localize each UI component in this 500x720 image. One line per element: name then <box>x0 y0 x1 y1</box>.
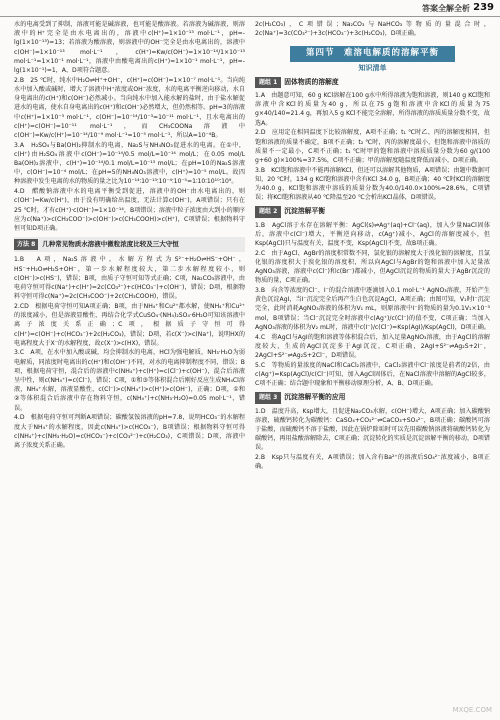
paragraph: 1.A 由题意可知，60 g KCl溶解在100 g水中所得溶液为饱和溶液，则140 g KCl饱和溶液中含KCl的质量为40 g，所以在75 g饱和溶液中含KCl的质量为75 g×40/140≈21.4 g，再加入5 g KCl不能完全溶解，所得溶液的溶质质量分数不变，故选A。 <box>255 92 490 127</box>
paragraph: 1.D 温度升高，Ksp增大，且促进Na₂CO₃水解，c(OH⁻)增大，A项正确；加入碳酸钠溶液，硫酸钙转化为碳酸钙：CaSO₄+CO₃²⁻⇌CaCO₃+SO₄²⁻，B项正确；碳酸钙可溶于盐酸，而硫酸钙不溶于盐酸，因此在锅炉除垢时可以先用碳酸钠溶液将硫酸钙转化为碳酸钙，再用盐酸溶解除去，C项正确；沉淀转化的实质是沉淀溶解平衡的移动，D项错误。 <box>255 407 490 452</box>
topic-heading-1 <box>255 77 490 88</box>
paragraph: 水的电离受到了抑制，溶液可能是碱溶液，也可能是酸溶液。若溶液为碱溶液，则溶液中的H⁺完全是由水电离出的，溶液中c(H⁺)=1×10⁻¹³ mol·L⁻¹，pH=-lg(1×10⁻¹³)=13；若溶液为酸溶液，则溶液中的OH⁻完全是由水电离出的，溶液中c(OH⁻)=1×10⁻¹³ mol·L⁻¹，c(H⁺)=Kw/c(OH⁻)=1×10⁻¹⁴/1×10⁻¹³ mol·L⁻¹=1×10⁻¹ mol·L⁻¹，溶液中由酸电离出的c(H⁺)≈1×10⁻¹ mol·L⁻¹，pH=-lg(1×10⁻¹)=1，A、D项符合题意。 <box>14 21 245 75</box>
paragraph: 2.C 由于AgCl、AgBr的溶度积常数不同，氯化银的溶解度大于溴化银的溶解度，且氯化银的溶度积大于溴化银的溶度积，所以向AgCl与AgBr的饱和溶液中加入足量浓AgNO₃溶液，溶液中c(Cl⁻)和c(Br⁻)都减小，但AgCl沉淀的物质的量大于AgBr沉淀的物质的量，C项正确。 <box>255 249 490 285</box>
topic-tag: 题组 2 <box>255 206 281 217</box>
method-tag: 方法 8 <box>14 239 38 250</box>
paragraph: 4.C 将AgCl与AgI的饱和溶液等体积混合后，加入足量AgNO₃溶液，由于AgCl的溶解度较大，生成的AgCl沉淀多于AgI沉淀，C项正确，2AgI+S²⁻⇌Ag₂S+2I⁻，2AgCl+S²⁻⇌Ag₂S+2Cl⁻，D项错误。 <box>255 333 490 359</box>
topic-title: 沉淀溶解平衡 <box>284 207 326 216</box>
paragraph: 3.B KCl饱和溶液中不能再溶解KCl，但还可以溶解其他物质，A项错误；由题中数据可知，20 ℃时，134 g KCl饱和溶液中含有KCl 34.0 g，B项正确；40 ℃时KCl的溶解度为40.0 g，KCl饱和溶液中溶质的质量分数为40.0/140.0×100%≈28.6%，C项错误；将KCl饱和溶液从40 ℃降温至20 ℃会析出KCl晶体，D项错误。 <box>255 166 490 202</box>
header-rule <box>0 16 500 17</box>
watermark: MXQE.COM <box>452 706 492 714</box>
section-title-text: 第四节 难溶电解质的溶解平衡 <box>290 46 455 61</box>
header-title: 答案全解全析 <box>422 4 470 13</box>
paragraph: 2.B 25 ℃时，纯水中H₂O⇌H⁺+OH⁻，c(H⁺)=c(OH⁻)=1×10⁻⁷ mol·L⁻¹。当向纯水中加入酸或碱时，增大了溶液中H⁺浓度或OH⁻浓度，水的电离平衡逆向移动，水自身电离出的c(H⁺)和c(OH⁻)必然减小。当向纯水中加入能水解的盐时，由于盐水解促进水的电离，使水自身电离出的c(H⁺)和c(OH⁻)必然增大，但仍然相等。pH=3的溶液中c(H⁺)=1×10⁻³ mol·L⁻¹，c(OH⁻)=10⁻¹⁴/10⁻³=10⁻¹¹ mol·L⁻¹，且水电离出的c(H⁺)=c(OH⁻)=10⁻¹¹ mol·L⁻¹，而CH₃COONa溶液中c(OH⁻)=Kw/c(H⁺)=10⁻¹⁴/10⁻⁹ mol·L⁻¹=10⁻⁵ mol·L⁻¹，所以A=10⁻⁴B。 <box>14 76 245 139</box>
topic-tag: 题组 1 <box>255 77 281 88</box>
topic-title: 沉淀溶解平衡的应用 <box>284 393 346 402</box>
page-header <box>0 0 500 18</box>
topic-heading-3 <box>255 392 490 403</box>
method-title: 几种常见物质水溶液中微粒浓度比较及三大守恒 <box>42 240 179 249</box>
paragraph: 4.D 醋酸钠溶液中水的电离平衡受到促进，溶液中的OH⁻由水电离出的，则c(OH⁻)=Kw/c(H⁺)，由于没有明确给出温度，无法计算c(OH⁻)，A项错误；只有在25 ℃时，才有c(H⁺)·c(OH⁻)=1×10⁻¹⁴，B项错误；溶液中粒子浓度由大到小的顺序应为c(Na⁺)>c(CH₃COO⁻)>c(OH⁻)>c(CH₃COOH)>c(H⁺)，C项错误；根据物料守恒可知D项正确。 <box>14 188 245 232</box>
paragraph: 1.B AgCl溶于水存在溶解平衡：AgCl(s)⇌Ag⁺(aq)+Cl⁻(aq)，加入少量NaCl固体后，溶液中c(Cl⁻)增大，平衡逆向移动，c(Ag⁺)减小，AgCl的溶解度减小，但Ksp(AgCl)只与温度有关，温度不变，Ksp(AgCl)不变，故B项正确。 <box>255 221 490 248</box>
paragraph: 5.C 等物质的量浓度的NaCl和CaCl₂溶液中，CaCl₂溶液中Cl⁻浓度是前者的2倍，由c(Ag⁺)=Ksp(AgCl)/c(Cl⁻)可知，加入AgCl固体后，在NaCl溶液中溶解的AgCl较多，C项不正确；结合题中现象和平衡移动原理分析，A、B、D项正确。 <box>255 361 490 388</box>
section-title <box>255 46 490 61</box>
right-column <box>255 20 490 472</box>
paragraph: 2.CD 根据电荷守恒可知A项正确；B项，由于NH₄⁺和Cu²⁺都水解，使NH₄⁺和Cu²⁺的浓度减小，但是溶液显酸性，再结合化学式CuSO₄·(NH₄)₂SO₄·6H₂O可知该溶液中离子浓度关系正确；C项，根据质子守恒可得c(H⁺)=c(OH⁻)+c(HCO₃⁻)+2c(H₂CO₃)，错误；D项，若c(X⁻)>c(Na⁺)，说明HX的电离程度大于X⁻的水解程度，故c(X⁻)>c(HX)，错误。 <box>14 302 245 347</box>
paragraph: 2.B Ksp只与温度有关，A项错误；加入含有Ba²⁺的溶液后SO₄²⁻浓度减小，B项正确。 <box>255 454 490 471</box>
paragraph: 2c(H₂CO₃)，C项错误；Na₂CO₃与NaHCO₃等物质的量混合时，2c(Na⁺)=3c(CO₃²⁻)+3c(HCO₃⁻)+3c(H₂CO₃)，D项正确。 <box>255 21 490 38</box>
page-number: 239 <box>473 2 494 13</box>
topic-tag: 题组 3 <box>255 392 281 403</box>
topic-heading-2 <box>255 206 490 217</box>
paragraph: 1.B A项，Na₂S溶液中，水解方程式为S²⁻+H₂O⇌HS⁻+OH⁻，HS⁻+H₂O⇌H₂S+OH⁻，第一步水解程度较大，第二步水解程度较小，则c(OH⁻)>c(HS⁻)，错误；B项，由质子守恒可知等式正确；C项，Na₂CO₃溶液中，由电荷守恒可得c(Na⁺)+c(H⁺)=2c(CO₃²⁻)+c(HCO₃⁻)+c(OH⁻)，错误；D项，根据物料守恒可得c(Na⁺)=2c(CH₃COO⁻)+2c(CH₃COOH)，错误。 <box>14 256 245 301</box>
paragraph: 2.D 应用定在相同温度下比较溶解度，A项不正确；t₁ ℃时乙、丙的溶解度相同，但饱和溶液的质量不确定，B项不正确；t₂ ℃时，丙的溶解度最小，但饱和溶液中溶质的质量不一定最小，C项不正确；t₁ ℃时甲的饱和溶液中溶质质量分数为60 g/(100 g+60 g)×100%=37.5%，C项不正确；甲的溶解度随温度降低而减小，D项正确。 <box>255 129 490 164</box>
method-heading <box>14 237 245 252</box>
paragraph: 4.D 根据电荷守恒可判断A项错误；碳酸氢铵溶液的pH=7.8，说明HCO₃⁻的水解程度大于NH₄⁺的水解程度，因此c(NH₄⁺)>c(HCO₃⁻)，B项错误；根据物料守恒可得c(NH₄⁺)+c(NH₃·H₂O)=c(HCO₃⁻)+c(CO₃²⁻)+c(H₂CO₃)，C项错误；D项，溶液中离子浓度关系正确。 <box>14 414 245 449</box>
paragraph: 3.A H₂SO₄与Ba(OH)₂抑制水的电离，Na₂S与NH₄NO₃促进水的电离。在①中，c(H⁺)由H₂SO₄溶液中c(OH⁻)=10⁻¹⁴/0.5 mol/L=10⁻¹⁴ mol/L；在0.05 mol/L Ba(OH)₂溶液中，c(H⁺)=10⁻¹⁴/0.1 mol/L=10⁻¹³ mol/L；在pH=10的Na₂S溶液中，c(OH⁻)=10⁻⁴ mol/L；在pH=5的NH₄NO₃溶液中，c(H⁺)=10⁻⁵ mol/L。故四种溶液中发生电离的水的物质的量之比为10⁻¹⁴∶10⁻¹³∶10⁻⁴∶10⁻⁵=1∶10∶10¹⁰∶10⁹。 <box>14 141 245 186</box>
subsection-heading: 知识清单 <box>358 63 387 72</box>
paragraph: 3.C A项，在水中加入酸或碱，均会抑制水的电离，HCl为强电解质，NH₃·H₂O为弱电解质，同浓度时电离出的c(H⁺)和c(OH⁻)不同，对水的电离抑制程度不同，错误；B项，根据电荷守恒，混合后的溶液中c(NH₄⁺)+c(H⁺)=c(Cl⁻)+c(OH⁻)，混合后溶液呈中性，则c(NH₄⁺)=c(Cl⁻)，错误；C项，①和③等体积混合后刚好反应生成NH₄Cl溶液，NH₄⁺水解，溶液显酸性，c(Cl⁻)>c(NH₄⁺)>c(H⁺)>c(OH⁻)，正确；D项，①和②等体积混合后溶液中存在物料守恒，c(NH₄⁺)+c(NH₃·H₂O)=0.05 mol·L⁻¹，错误。 <box>14 349 245 412</box>
paragraph: 3.B 向含等浓度的Cl⁻、I⁻的混合溶液中逐滴加入0.1 mol·L⁻¹ AgNO₃溶液，开始产生黄色沉淀AgI，当I⁻沉淀完全后再产生白色沉淀AgCl，A项正确；由图可知，V₁时I⁻沉淀完全，此时消耗AgNO₃溶液的体积为V₁ mL，则原溶液中I⁻的物质的量为0.1V₁×10⁻³ mol，B项错误；当Cl⁻沉淀完全时溶液中c(Ag⁺)/c(Cl⁻)的值不变，C项正确；当加入AgNO₃溶液的体积为V₂ mL时，溶液中c(I⁻)/c(Cl⁻)=Ksp(AgI)/Ksp(AgCl)，D项正确。 <box>255 287 490 331</box>
topic-title: 固体物质的溶解度 <box>284 77 339 86</box>
left-column <box>14 20 245 451</box>
